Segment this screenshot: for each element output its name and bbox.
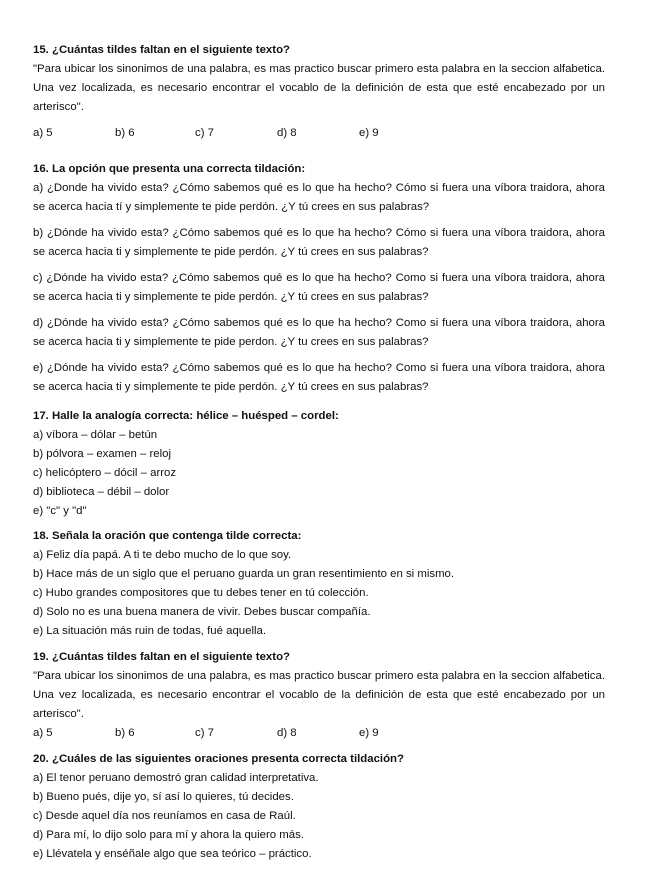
option-e[interactable]: e) 9	[359, 127, 379, 139]
option-d[interactable]: d) 8	[277, 727, 297, 739]
question-19	[33, 648, 605, 743]
question-16	[33, 160, 605, 397]
option-a[interactable]: a) El tenor peruano demostró gran calidad interpretativa.	[33, 772, 319, 784]
option-a[interactable]: a) ¿Donde ha vivido esta? ¿Cómo sabemos qué es lo que ha hecho? Cómo si fuera una víbora traidora, ahora se acerca hacia tí y simplemente te pide perdón. ¿Y tú crees en sus palabras?	[33, 182, 605, 213]
question-20-header: 20. ¿Cuáles de las siguientes oraciones presenta correcta tildación?	[33, 753, 404, 765]
question-15-options	[33, 124, 605, 143]
option-a[interactable]: a) Feliz día papá. A ti te debo mucho de lo que soy.	[33, 549, 292, 561]
question-15	[33, 41, 605, 143]
option-b[interactable]: b) pólvora – examen – reloj	[33, 448, 172, 460]
option-e[interactable]: e) Llévatela y enséñale algo que sea teórico – práctico.	[33, 848, 312, 860]
option-c[interactable]: c) 7	[195, 127, 214, 139]
option-c[interactable]: c) Desde aquel día nos reuníamos en casa de Raúl.	[33, 810, 296, 822]
option-b[interactable]: b) 6	[115, 127, 135, 139]
question-16-header: 16. La opción que presenta una correcta tildación:	[33, 163, 306, 175]
question-20	[33, 750, 605, 864]
option-b[interactable]: b) 6	[115, 727, 135, 739]
option-c[interactable]: c) 7	[195, 727, 214, 739]
option-c[interactable]: c) ¿Dónde ha vivido esta? ¿Cómo sabemos qué es lo que ha hecho? Como si fuera una víbora traidora, ahora se acerca hacia ti y simplemente te pide perdón. ¿Y tú crees en sus palabras?	[33, 272, 605, 303]
question-15-text: "Para ubicar los sinonimos de una palabra, es mas practico buscar primero esta palabra en la seccion alfabetica. Una vez localizada, es necesario encontrar el vocablo de la definición de esta que esté encabezado por un arterisco".	[33, 63, 605, 113]
option-c[interactable]: c) helicóptero – dócil – arroz	[33, 467, 177, 479]
question-18-header: 18. Señala la oración que contenga tilde correcta:	[33, 530, 302, 542]
option-d[interactable]: d) 8	[277, 127, 297, 139]
option-c[interactable]: c) Hubo grandes compositores que tu debes tener en tú colección.	[33, 587, 369, 599]
option-a[interactable]: a) 5	[33, 727, 53, 739]
question-15-header: 15. ¿Cuántas tildes faltan en el siguiente texto?	[33, 44, 290, 56]
option-e[interactable]: e) "c" y "d"	[33, 505, 87, 517]
question-18	[33, 527, 605, 641]
question-19-header: 19. ¿Cuántas tildes faltan en el siguiente texto?	[33, 651, 290, 663]
question-19-options	[33, 724, 605, 743]
option-b[interactable]: b) Bueno pués, dije yo, sí así lo quieres, tú decides.	[33, 791, 294, 803]
option-e[interactable]: e) 9	[359, 727, 379, 739]
option-d[interactable]: d) Solo no es una buena manera de vivir. Debes buscar compañía.	[33, 606, 371, 618]
option-e[interactable]: e) La situación más ruin de todas, fué aquella.	[33, 625, 267, 637]
option-d[interactable]: d) biblioteca – débil – dolor	[33, 486, 170, 498]
option-d[interactable]: d) ¿Dónde ha vivido esta? ¿Cómo sabemos qué es lo que ha hecho? Como si fuera una víbora traidora, ahora se acerca hacia ti y simplemente te pide perdon. ¿Y tu crees en sus palabras?	[33, 317, 605, 348]
option-e[interactable]: e) ¿Dónde ha vivido esta? ¿Cómo sabemos qué es lo que ha hecho? Como si fuera una víbora traidora, ahora se acerca hacia ti y simplemente te pide perdón. ¿Y tú crees en sus palabras?	[33, 362, 605, 393]
option-d[interactable]: d) Para mí, lo dijo solo para mí y ahora la quiero más.	[33, 829, 304, 841]
question-19-text: "Para ubicar los sinonimos de una palabra, es mas practico buscar primero esta palabra en la seccion alfabetica. Una vez localizada, es necesario encontrar el vocablo de la definición de esta que esté encabezado por un arterisco".	[33, 670, 605, 720]
option-b[interactable]: b) Hace más de un siglo que el peruano guarda un gran resentimiento en si mismo.	[33, 568, 455, 580]
option-a[interactable]: a) 5	[33, 127, 53, 139]
option-a[interactable]: a) víbora – dólar – betún	[33, 429, 158, 441]
option-b[interactable]: b) ¿Dónde ha vivido esta? ¿Cómo sabemos qué es lo que ha hecho? Cómo si fuera una víbora traidora, ahora se acerca hacia ti y simplemente te pide perdón. ¿Y tú crees en sus palabras?	[33, 227, 605, 258]
question-17	[33, 407, 605, 521]
question-17-header: 17. Halle la analogía correcta: hélice – huésped – cordel:	[33, 410, 339, 422]
